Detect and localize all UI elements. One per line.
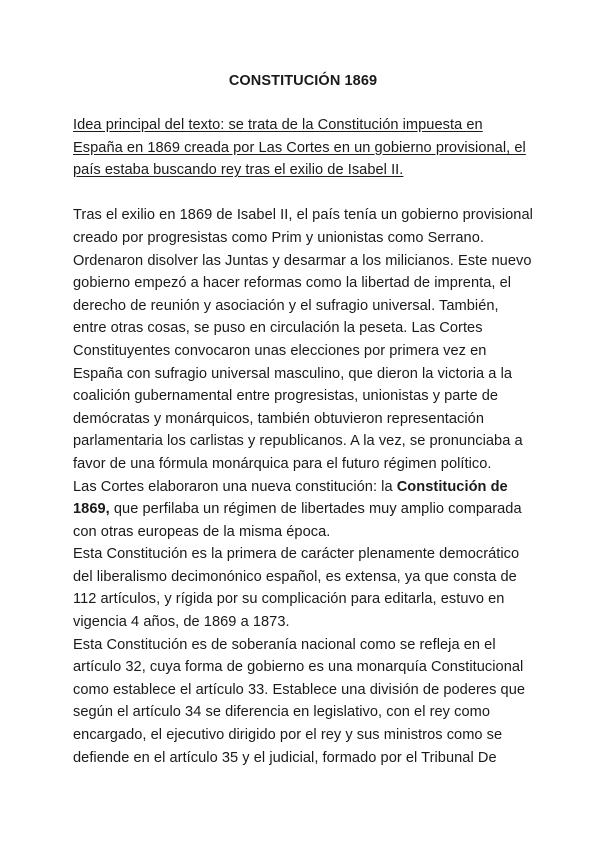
document-title: CONSTITUCIÓN 1869 — [228, 73, 378, 89]
document-page — [73, 70, 533, 769]
paragraph-exile: Tras el exilio en 1869 de Isabel II, el país tenía un gobierno provisional creado por progresistas como Prim y unionistas como Serrano. Ordenaron disolver las Juntas y desarmar a los milicianos. Este nuevo gobierno empezó a hacer reformas como la libertad de imprenta, el derecho de reunión y asociación y el sufragio universal. También, entre otras cosas, se puso en circulación la peseta. Las Cortes Constituyentes convocaron unas elecciones por primera vez en España con sufragio universal masculino, que dieron la victoria a la coalición gubernamental entre progresistas, unionistas y parte de demócratas y monárquicos, también obtuvieron representación parlamentaria los carlistas y republicanos. A la vez, se pronunciaba a favor de una fórmula monárquica para el futuro régimen político. — [73, 207, 533, 472]
paragraph-sovereignty: Esta Constitución es de soberanía nacional como se refleja en el artículo 32, cuya forma de gobierno es una monarquía Constitucional como establece el artículo 33. Establece una división de poderes que según el artículo 34 se diferencia en legislativo, con el rey como encargado, el ejecutivo dirigido por el rey y sus ministros como se defiende en el artículo 35 y el judicial, formado por el Tribunal De — [73, 636, 526, 766]
main-idea-paragraph: Idea principal del texto: se trata de la Constitución impuesta en España en 1869 creada por Las Cortes en un gobierno provisional, el país estaba buscando rey tras el exilio de Isabel II. — [73, 117, 526, 179]
paragraph-new-constitution-lead: Las Cortes elaboraron una nueva constitución: la — [73, 478, 397, 495]
paragraph-new-constitution-tail: que perfilaba un régimen de libertades muy amplio comparada con otras europeas de la misma época. — [73, 501, 522, 540]
constitution-1869-bold: Constitución de 1869, — [73, 478, 508, 518]
paragraph-new-constitution — [73, 476, 533, 544]
paragraph-democratic-character: Esta Constitución es la primera de carácter plenamente democrático del liberalismo decimonónico español, es extensa, ya que consta de 112 artículos, y rígida por su complicación para editarla, estuvo en vigencia 4 años, de 1869 a 1873. — [73, 546, 520, 631]
